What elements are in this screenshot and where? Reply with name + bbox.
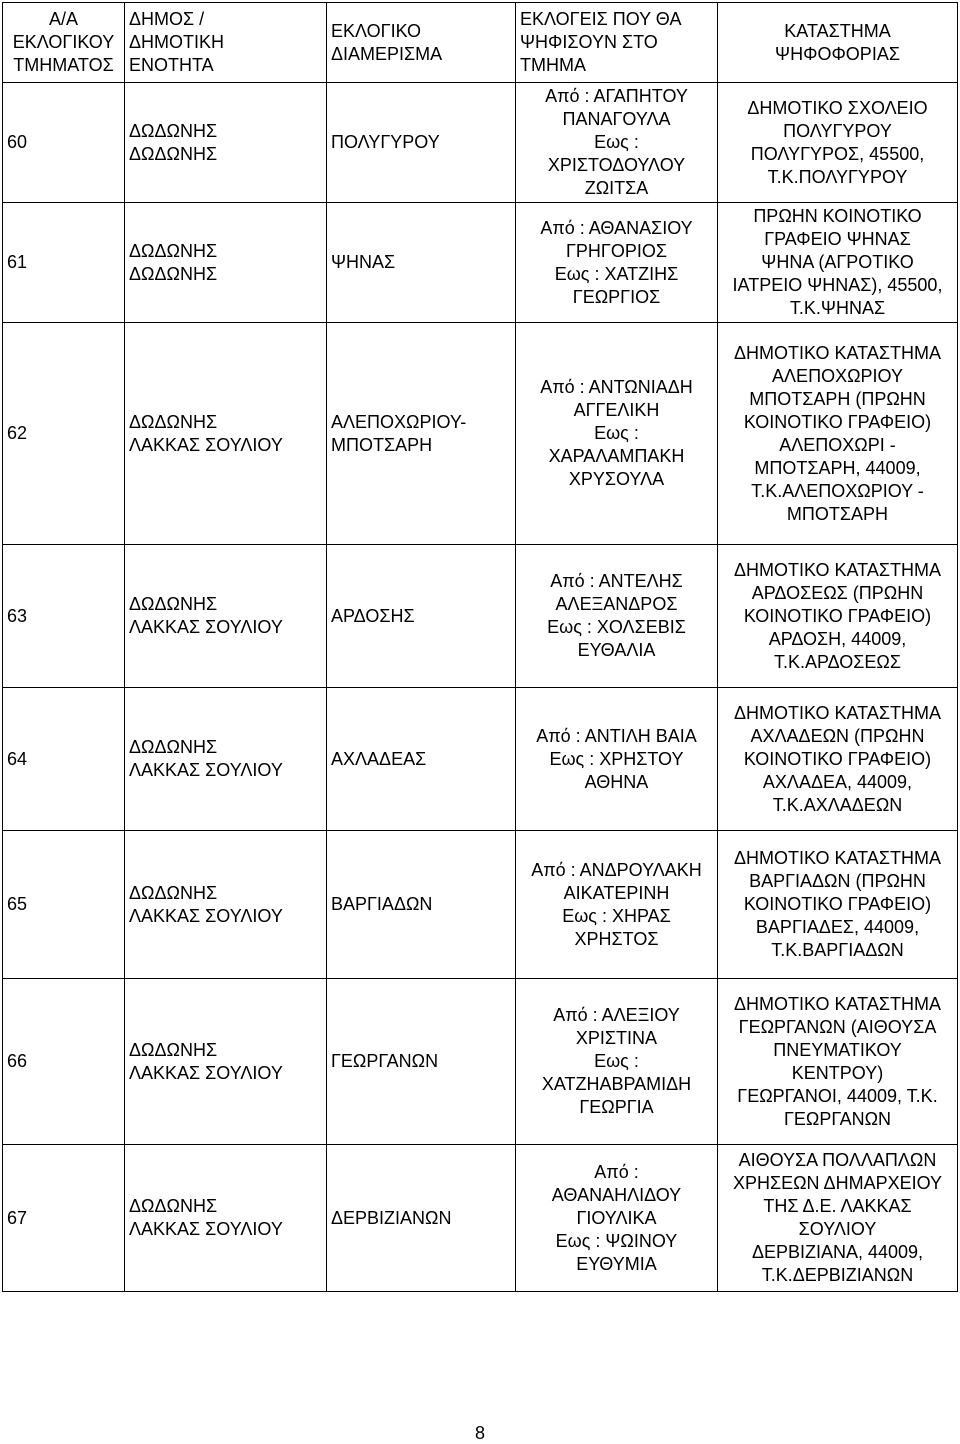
section-number: 63 [3,545,125,688]
voters-cell: Από : ΑΝΤΙΛΗ ΒΑΙΑ Εως : ΧΡΗΣΤΟΥ ΑΘΗΝΑ [516,688,718,831]
voters-cell: Από : ΑΓΑΠΗΤΟΥ ΠΑΝΑΓΟΥΛΑ Εως : ΧΡΙΣΤΟΔΟΥΛΟΥ ΖΩΙΤΣΑ [516,83,718,203]
table-row [3,979,958,1145]
table-row [3,545,958,688]
municipality-cell: ΔΩΔΩΝΗΣ ΛΑΚΚΑΣ ΣΟΥΛΙΟΥ [125,688,327,831]
district-cell: ΒΑΡΓΙΑΔΩΝ [327,831,516,979]
table-row [3,831,958,979]
section-number: 64 [3,688,125,831]
header-section-number: Α/Α ΕΚΛΟΓΙΚΟΥ ΤΜΗΜΑΤΟΣ [3,3,125,83]
venue-cell: ΔΗΜΟΤΙΚΟ ΚΑΤΑΣΤΗΜΑ ΑΡΔΟΣΕΩΣ (ΠΡΩΗΝ ΚΟΙΝΟΤΙΚΟ ΓΡΑΦΕΙΟ) ΑΡΔΟΣΗ, 44009, Τ.Κ.ΑΡΔΟΣΕΩΣ [718,545,958,688]
table-header-row [3,3,958,83]
polling-stations-table [2,2,958,1292]
header-voters: ΕΚΛΟΓΕΙΣ ΠΟΥ ΘΑ ΨΗΦΙΣΟΥΝ ΣΤΟ ΤΜΗΜΑ [516,3,718,83]
district-cell: ΑΧΛΑΔΕΑΣ [327,688,516,831]
venue-cell: ΔΗΜΟΤΙΚΟ ΚΑΤΑΣΤΗΜΑ ΑΧΛΑΔΕΩΝ (ΠΡΩΗΝ ΚΟΙΝΟΤΙΚΟ ΓΡΑΦΕΙΟ) ΑΧΛΑΔΕΑ, 44009, Τ.Κ.ΑΧΛΑΔΕΩΝ [718,688,958,831]
district-cell: ΔΕΡΒΙΖΙΑΝΩΝ [327,1145,516,1292]
district-cell: ΑΡΔΟΣΗΣ [327,545,516,688]
municipality-cell: ΔΩΔΩΝΗΣ ΛΑΚΚΑΣ ΣΟΥΛΙΟΥ [125,831,327,979]
venue-cell: ΔΗΜΟΤΙΚΟ ΚΑΤΑΣΤΗΜΑ ΑΛΕΠΟΧΩΡΙΟΥ ΜΠΟΤΣΑΡΗ (ΠΡΩΗΝ ΚΟΙΝΟΤΙΚΟ ΓΡΑΦΕΙΟ) ΑΛΕΠΟΧΩΡΙ - ΜΠΟΤΣΑΡΗ, 44009, Τ.Κ.ΑΛΕΠΟΧΩΡΙΟΥ - ΜΠΟΤΣΑΡΗ [718,323,958,545]
venue-cell: ΔΗΜΟΤΙΚΟ ΚΑΤΑΣΤΗΜΑ ΒΑΡΓΙΑΔΩΝ (ΠΡΩΗΝ ΚΟΙΝΟΤΙΚΟ ΓΡΑΦΕΙΟ) ΒΑΡΓΙΑΔΕΣ, 44009, Τ.Κ.ΒΑΡΓΙΑΔΩΝ [718,831,958,979]
voters-cell: Από : ΑΝΔΡΟΥΛΑΚΗ ΑΙΚΑΤΕΡΙΝΗ Εως : ΧΗΡΑΣ ΧΡΗΣΤΟΣ [516,831,718,979]
district-cell: ΑΛΕΠΟΧΩΡΙΟΥ- ΜΠΟΤΣΑΡΗ [327,323,516,545]
municipality-cell: ΔΩΔΩΝΗΣ ΛΑΚΚΑΣ ΣΟΥΛΙΟΥ [125,1145,327,1292]
voters-cell: Από : ΑΝΤΕΛΗΣ ΑΛΕΞΑΝΔΡΟΣ Εως : ΧΟΛΣΕΒΙΣ ΕΥΘΑΛΙΑ [516,545,718,688]
municipality-cell: ΔΩΔΩΝΗΣ ΛΑΚΚΑΣ ΣΟΥΛΙΟΥ [125,979,327,1145]
voters-cell: Από : ΑΘΑΝΑΣΙΟΥ ΓΡΗΓΟΡΙΟΣ Εως : ΧΑΤΖΙΗΣ ΓΕΩΡΓΙΟΣ [516,203,718,323]
venue-cell: ΑΙΘΟΥΣΑ ΠΟΛΛΑΠΛΩΝ ΧΡΗΣΕΩΝ ΔΗΜΑΡΧΕΙΟΥ ΤΗΣ Δ.Ε. ΛΑΚΚΑΣ ΣΟΥΛΙΟΥ ΔΕΡΒΙΖΙΑΝΑ, 44009, Τ.Κ.ΔΕΡΒΙΖΙΑΝΩΝ [718,1145,958,1292]
section-number: 60 [3,83,125,203]
municipality-cell: ΔΩΔΩΝΗΣ ΛΑΚΚΑΣ ΣΟΥΛΙΟΥ [125,545,327,688]
voters-cell: Από : ΑΛΕΞΙΟΥ ΧΡΙΣΤΙΝΑ Εως : ΧΑΤΖΗΑΒΡΑΜΙΔΗ ΓΕΩΡΓΙΑ [516,979,718,1145]
district-cell: ΠΟΛΥΓΥΡΟΥ [327,83,516,203]
header-municipality: ΔΗΜΟΣ / ΔΗΜΟΤΙΚΗ ΕΝΟΤΗΤΑ [125,3,327,83]
municipality-cell: ΔΩΔΩΝΗΣ ΔΩΔΩΝΗΣ [125,83,327,203]
table-row [3,688,958,831]
section-number: 65 [3,831,125,979]
section-number: 62 [3,323,125,545]
municipality-cell: ΔΩΔΩΝΗΣ ΔΩΔΩΝΗΣ [125,203,327,323]
table-row [3,203,958,323]
municipality-cell: ΔΩΔΩΝΗΣ ΛΑΚΚΑΣ ΣΟΥΛΙΟΥ [125,323,327,545]
table-row [3,1145,958,1292]
header-district: ΕΚΛΟΓΙΚΟ ΔΙΑΜΕΡΙΣΜΑ [327,3,516,83]
table-row [3,83,958,203]
section-number: 66 [3,979,125,1145]
section-number: 67 [3,1145,125,1292]
venue-cell: ΔΗΜΟΤΙΚΟ ΚΑΤΑΣΤΗΜΑ ΓΕΩΡΓΑΝΩΝ (ΑΙΘΟΥΣΑ ΠΝΕΥΜΑΤΙΚΟΥ ΚΕΝΤΡΟΥ) ΓΕΩΡΓΑΝΟΙ, 44009, Τ.Κ. ΓΕΩΡΓΑΝΩΝ [718,979,958,1145]
section-number: 61 [3,203,125,323]
voters-cell: Από : ΑΘΑΝΑΗΛΙΔΟΥ ΓΙΟΥΛΙΚΑ Εως : ΨΩΙΝΟΥ ΕΥΘΥΜΙΑ [516,1145,718,1292]
table-row [3,323,958,545]
header-venue: ΚΑΤΑΣΤΗΜΑ ΨΗΦΟΦΟΡΙΑΣ [718,3,958,83]
page-number: 8 [474,1423,485,1443]
venue-cell: ΠΡΩΗΝ ΚΟΙΝΟΤΙΚΟ ΓΡΑΦΕΙΟ ΨΗΝΑΣ ΨΗΝΑ (ΑΓΡΟΤΙΚΟ ΙΑΤΡΕΙΟ ΨΗΝΑΣ), 45500, Τ.Κ.ΨΗΝΑΣ [718,203,958,323]
district-cell: ΨΗΝΑΣ [327,203,516,323]
district-cell: ΓΕΩΡΓΑΝΩΝ [327,979,516,1145]
voters-cell: Από : ΑΝΤΩΝΙΑΔΗ ΑΓΓΕΛΙΚΗ Εως : ΧΑΡΑΛΑΜΠΑΚΗ ΧΡΥΣΟΥΛΑ [516,323,718,545]
venue-cell: ΔΗΜΟΤΙΚΟ ΣΧΟΛΕΙΟ ΠΟΛΥΓΥΡΟΥ ΠΟΛΥΓΥΡΟΣ, 45500, Τ.Κ.ΠΟΛΥΓΥΡΟΥ [718,83,958,203]
